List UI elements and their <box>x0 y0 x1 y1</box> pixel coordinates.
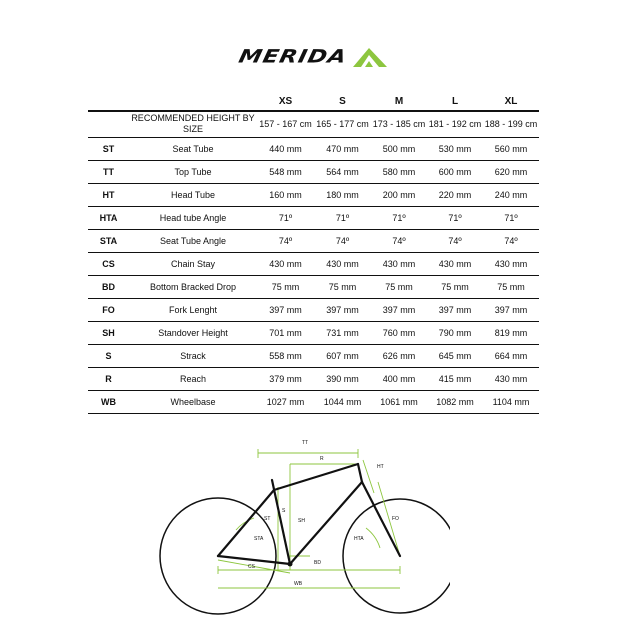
table-cell: 74º <box>483 229 539 252</box>
row-code: SH <box>88 321 129 344</box>
table-cell: 600 mm <box>427 160 483 183</box>
row-name: Top Tube <box>129 160 257 183</box>
table-cell: 500 mm <box>371 137 427 160</box>
cs-label: CS <box>248 564 255 570</box>
row-code: R <box>88 367 129 390</box>
table-cell: 71º <box>427 206 483 229</box>
table-cell: 173 - 185 cm <box>371 111 427 137</box>
size-header: L <box>427 92 483 111</box>
table-cell: 75 mm <box>427 275 483 298</box>
table-cell: 160 mm <box>257 183 314 206</box>
table-cell: 620 mm <box>483 160 539 183</box>
row-name: Bottom Bracked Drop <box>129 275 257 298</box>
bike-frame <box>218 464 400 564</box>
table-cell: 379 mm <box>257 367 314 390</box>
table-cell: 397 mm <box>371 298 427 321</box>
row-name: Head tube Angle <box>129 206 257 229</box>
table-cell: 397 mm <box>483 298 539 321</box>
table-row <box>88 183 539 206</box>
row-code: HTA <box>88 206 129 229</box>
table-row <box>88 275 539 298</box>
table-cell: 430 mm <box>427 252 483 275</box>
table-cell: 400 mm <box>371 367 427 390</box>
table-row <box>88 321 539 344</box>
row-name: Chain Stay <box>129 252 257 275</box>
table-cell: 240 mm <box>483 183 539 206</box>
table-cell: 181 - 192 cm <box>427 111 483 137</box>
row-code: STA <box>88 229 129 252</box>
table-cell: 1082 mm <box>427 390 483 413</box>
table-cell: 188 - 199 cm <box>483 111 539 137</box>
table-cell: 430 mm <box>314 252 371 275</box>
table-cell: 580 mm <box>371 160 427 183</box>
table-cell: 430 mm <box>257 252 314 275</box>
table-cell: 71º <box>257 206 314 229</box>
table-cell: 71º <box>314 206 371 229</box>
table-cell: 790 mm <box>427 321 483 344</box>
table-cell: 470 mm <box>314 137 371 160</box>
table-row <box>88 298 539 321</box>
row-name: Seat Tube Angle <box>129 229 257 252</box>
table-cell: 74º <box>257 229 314 252</box>
table-cell: 560 mm <box>483 137 539 160</box>
row-code: CS <box>88 252 129 275</box>
table-cell: 74º <box>371 229 427 252</box>
table-cell: 564 mm <box>314 160 371 183</box>
table-cell: 397 mm <box>427 298 483 321</box>
row-code: WB <box>88 390 129 413</box>
table-cell: 75 mm <box>257 275 314 298</box>
table-cell: 74º <box>314 229 371 252</box>
row-name: Fork Lenght <box>129 298 257 321</box>
table-cell: 74º <box>427 229 483 252</box>
table-cell: 157 - 167 cm <box>257 111 314 137</box>
row-name: Reach <box>129 367 257 390</box>
table-row <box>88 229 539 252</box>
ht-label: HT <box>377 464 384 470</box>
table-row <box>88 252 539 275</box>
table-cell: 1027 mm <box>257 390 314 413</box>
wb-label: WB <box>294 581 303 587</box>
row-code: FO <box>88 298 129 321</box>
row-name: Wheelbase <box>129 390 257 413</box>
table-cell: 397 mm <box>314 298 371 321</box>
table-cell: 1044 mm <box>314 390 371 413</box>
table-cell: 430 mm <box>483 367 539 390</box>
table-row <box>88 160 539 183</box>
table-cell: 75 mm <box>483 275 539 298</box>
size-header: XL <box>483 92 539 111</box>
size-header: M <box>371 92 427 111</box>
table-cell: 430 mm <box>371 252 427 275</box>
table-cell: 626 mm <box>371 344 427 367</box>
table-cell: 71º <box>483 206 539 229</box>
s-label: S <box>282 508 286 514</box>
table-cell: 390 mm <box>314 367 371 390</box>
table-cell: 607 mm <box>314 344 371 367</box>
table-cell: 440 mm <box>257 137 314 160</box>
st-label: ST <box>264 516 271 522</box>
table-cell: 200 mm <box>371 183 427 206</box>
mountain-icon <box>351 46 389 68</box>
table-cell: 645 mm <box>427 344 483 367</box>
table-row <box>88 344 539 367</box>
row-name: Head Tube <box>129 183 257 206</box>
size-header: XS <box>257 92 314 111</box>
recommended-height-label: RECOMMENDED HEIGHT BY SIZE <box>129 111 257 137</box>
row-name: Strack <box>129 344 257 367</box>
table-cell: 664 mm <box>483 344 539 367</box>
fo-label: FO <box>392 516 399 522</box>
row-code: HT <box>88 183 129 206</box>
size-header-row <box>88 92 539 111</box>
table-cell: 530 mm <box>427 137 483 160</box>
table-row <box>88 390 539 413</box>
bd-label: BD <box>314 560 321 566</box>
table-cell: 397 mm <box>257 298 314 321</box>
table-cell: 1104 mm <box>483 390 539 413</box>
table-cell: 75 mm <box>371 275 427 298</box>
sta-label: STA <box>254 536 264 542</box>
row-code: BD <box>88 275 129 298</box>
table-row <box>88 206 539 229</box>
hta-label: HTA <box>354 536 364 542</box>
row-code: ST <box>88 137 129 160</box>
table-cell: 75 mm <box>314 275 371 298</box>
table-cell: 731 mm <box>314 321 371 344</box>
brand-name: MERIDA <box>236 46 350 68</box>
row-code: S <box>88 344 129 367</box>
recommended-height-row <box>88 111 539 137</box>
sh-label: SH <box>298 518 305 524</box>
brand-logo <box>0 40 628 74</box>
table-cell: 819 mm <box>483 321 539 344</box>
geometry-table <box>88 92 539 414</box>
tt-label: TT <box>302 440 309 446</box>
row-name: Seat Tube <box>129 137 257 160</box>
table-cell: 180 mm <box>314 183 371 206</box>
table-cell: 71º <box>371 206 427 229</box>
table-cell: 415 mm <box>427 367 483 390</box>
row-code: TT <box>88 160 129 183</box>
table-row <box>88 137 539 160</box>
measurement-lines <box>218 449 400 588</box>
table-cell: 220 mm <box>427 183 483 206</box>
table-cell: 548 mm <box>257 160 314 183</box>
row-name: Standover Height <box>129 321 257 344</box>
table-cell: 165 - 177 cm <box>314 111 371 137</box>
table-cell: 430 mm <box>483 252 539 275</box>
bike-geometry-diagram <box>150 432 450 622</box>
table-cell: 1061 mm <box>371 390 427 413</box>
table-cell: 760 mm <box>371 321 427 344</box>
table-cell: 558 mm <box>257 344 314 367</box>
table-row <box>88 367 539 390</box>
size-header: S <box>314 92 371 111</box>
table-cell: 701 mm <box>257 321 314 344</box>
r-label: R <box>320 456 324 462</box>
